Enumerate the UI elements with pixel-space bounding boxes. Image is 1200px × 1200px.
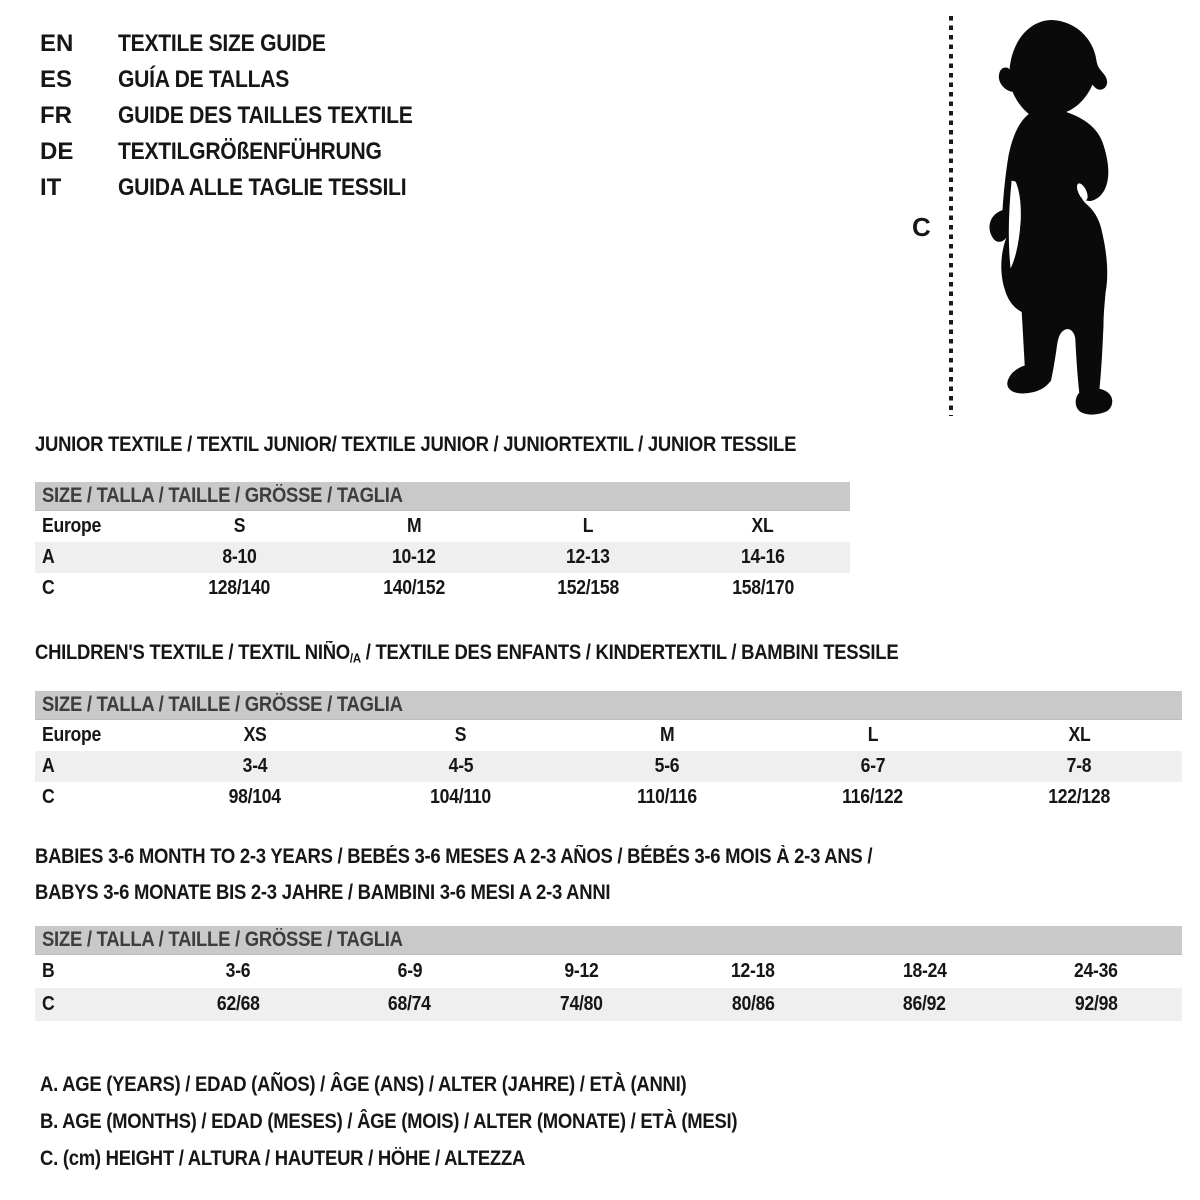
age-cell: 10-12 bbox=[391, 546, 436, 568]
language-code: IT bbox=[40, 174, 62, 201]
height-cell: 152/158 bbox=[557, 577, 620, 599]
table-row-height-cm bbox=[35, 573, 850, 604]
age-cell: 4-5 bbox=[448, 755, 474, 777]
language-row-fr bbox=[40, 98, 453, 134]
guide-title-fr: GUIDE DES TAILLES TEXTILE bbox=[118, 102, 413, 129]
language-row-de bbox=[40, 134, 453, 170]
language-row-es bbox=[40, 62, 453, 98]
size-table-header: SIZE / TALLA / TAILLE / GRÖSSE / TAGLIA bbox=[35, 691, 1182, 720]
height-cell: 128/140 bbox=[208, 577, 271, 599]
table-row-height-cm bbox=[35, 988, 1182, 1021]
height-measure-label: C bbox=[912, 212, 931, 242]
guide-title-es: GUÍA DE TALLAS bbox=[118, 66, 290, 93]
measurement-key bbox=[40, 1066, 832, 1177]
language-row-it bbox=[40, 170, 453, 206]
size-cell: S bbox=[233, 515, 245, 537]
section-title-babies-line2: BABYS 3-6 MONATE BIS 2-3 JAHRE / BAMBINI 3-6 MESI A 2-3 ANNI bbox=[35, 881, 611, 904]
section-title-junior: JUNIOR TEXTILE / TEXTIL JUNIOR/ TEXTILE JUNIOR / JUNIORTEXTIL / JUNIOR TESSILE bbox=[35, 433, 797, 456]
babies-size-table bbox=[35, 926, 1182, 1021]
language-code: DE bbox=[40, 138, 74, 165]
height-cell: 140/152 bbox=[382, 577, 445, 599]
age-cell: 8-10 bbox=[222, 546, 257, 568]
height-cell: 86/92 bbox=[903, 993, 946, 1015]
table-row-age-months bbox=[35, 955, 1182, 988]
toddler-silhouette-icon bbox=[962, 14, 1142, 418]
age-cell: 24-36 bbox=[1074, 960, 1119, 982]
height-cell: 98/104 bbox=[228, 786, 282, 808]
age-cell: 6-9 bbox=[397, 960, 422, 982]
language-code: FR bbox=[40, 102, 72, 129]
age-cell: 12-13 bbox=[566, 546, 611, 568]
section-title-children: CHILDREN'S TEXTILE / TEXTIL $NIÑO_{/A}$ / TEXTILE DES ENFANTS / KINDERTEXTIL / BAMBINI TESSILE bbox=[35, 641, 899, 666]
language-title-block bbox=[40, 26, 453, 206]
table-row-age-years bbox=[35, 751, 1182, 782]
age-cell: 12-18 bbox=[730, 960, 775, 982]
guide-title-de: TEXTILGRÖßENFÜHRUNG bbox=[118, 138, 382, 165]
size-cell: M bbox=[659, 724, 675, 746]
language-code: EN bbox=[40, 30, 74, 57]
height-cell: 122/128 bbox=[1048, 786, 1110, 808]
age-cell: 9-12 bbox=[564, 960, 599, 982]
height-cell: 92/98 bbox=[1074, 993, 1118, 1015]
row-label-cell: B bbox=[42, 960, 55, 982]
size-cell: XS bbox=[243, 724, 267, 746]
height-cell: 74/80 bbox=[559, 993, 603, 1015]
age-cell: 14-16 bbox=[740, 546, 785, 568]
row-label-cell: Europe bbox=[42, 515, 102, 537]
guide-title-en: TEXTILE SIZE GUIDE bbox=[118, 30, 326, 57]
height-cell: 80/86 bbox=[731, 993, 775, 1015]
row-label-cell: Europe bbox=[42, 724, 102, 746]
table-row-age-years bbox=[35, 542, 850, 573]
key-line-age-months: B. AGE (MONTHS) / EDAD (MESES) / ÂGE (MOIS) / ALTER (MONATE) / ETÀ (MESI) bbox=[40, 1109, 738, 1133]
age-cell: 18-24 bbox=[902, 960, 947, 982]
size-cell: XL bbox=[751, 515, 774, 537]
row-label-cell: C bbox=[42, 786, 55, 808]
language-code: ES bbox=[40, 66, 73, 93]
table-row-height-cm bbox=[35, 782, 1182, 813]
key-line-height: C. (cm) HEIGHT / ALTURA / HAUTEUR / HÖHE / ALTEZZA bbox=[40, 1146, 526, 1170]
junior-size-table bbox=[35, 482, 850, 604]
age-cell: 6-7 bbox=[860, 755, 886, 777]
height-cell: 110/116 bbox=[637, 786, 697, 808]
height-cell: 158/170 bbox=[731, 577, 794, 599]
age-cell: 5-6 bbox=[654, 755, 680, 777]
guide-title-it: GUIDA ALLE TAGLIE TESSILI bbox=[118, 174, 407, 201]
age-cell: 3-6 bbox=[225, 960, 251, 982]
key-line-age-years: A. AGE (YEARS) / EDAD (AÑOS) / ÂGE (ANS) / ALTER (JAHRE) / ETÀ (ANNI) bbox=[40, 1072, 687, 1096]
section-title-babies-line1: BABIES 3-6 MONTH TO 2-3 YEARS / BEBÉS 3-6 MESES A 2-3 AÑOS / BÉBÉS 3-6 MOIS À 2-3 ANS / bbox=[35, 845, 873, 868]
size-cell: S bbox=[455, 724, 467, 746]
size-table-header: SIZE / TALLA / TAILLE / GRÖSSE / TAGLIA bbox=[35, 482, 850, 511]
row-label-cell: C bbox=[42, 993, 55, 1015]
row-label-cell: C bbox=[42, 577, 55, 599]
language-row-en bbox=[40, 26, 453, 62]
table-row-europe bbox=[35, 720, 1182, 751]
size-cell: L bbox=[582, 515, 594, 537]
size-cell: XL bbox=[1068, 724, 1090, 746]
height-cell: 116/122 bbox=[842, 786, 904, 808]
size-cell: M bbox=[406, 515, 421, 537]
age-cell: 3-4 bbox=[242, 755, 268, 777]
height-cell: 68/74 bbox=[388, 993, 431, 1015]
height-measure-dashed-line bbox=[949, 16, 953, 416]
height-cell: 62/68 bbox=[216, 993, 260, 1015]
row-label-cell: A bbox=[42, 546, 55, 568]
age-cell: 7-8 bbox=[1066, 755, 1092, 777]
table-row-europe bbox=[35, 511, 850, 542]
children-size-table bbox=[35, 691, 1182, 813]
height-cell: 104/110 bbox=[430, 786, 492, 808]
row-label-cell: A bbox=[42, 755, 55, 777]
size-cell: L bbox=[867, 724, 879, 746]
size-table-header: SIZE / TALLA / TAILLE / GRÖSSE / TAGLIA bbox=[35, 926, 1182, 955]
